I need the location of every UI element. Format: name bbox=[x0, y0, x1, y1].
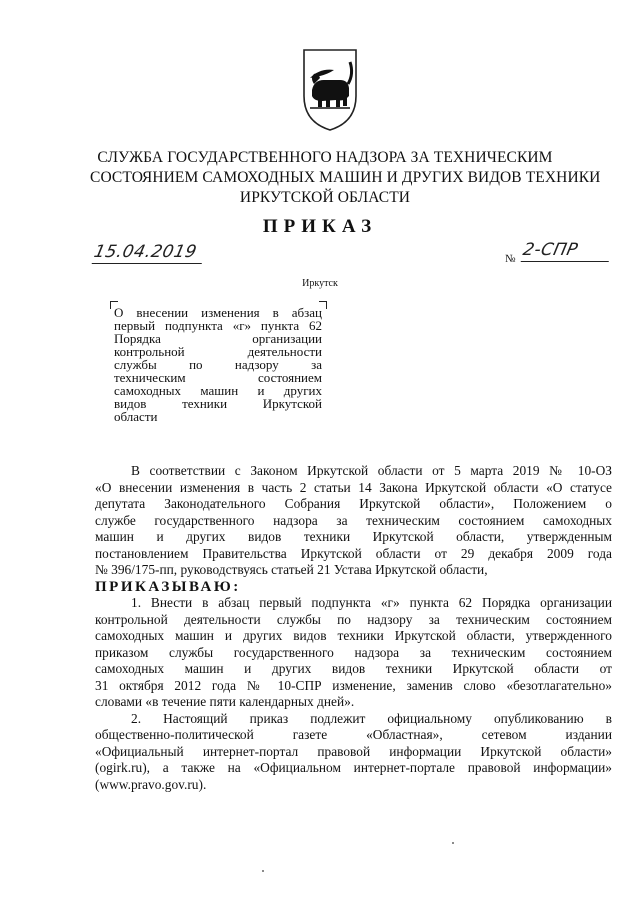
body-line: (www.pravo.gov.ru). bbox=[95, 776, 207, 792]
order-word: ПРИКАЗЫВАЮ: bbox=[95, 578, 241, 595]
document-city: Иркутск bbox=[302, 278, 338, 289]
body-line: постановлением Правительства Иркутской области от 29 декабря 2009 года bbox=[95, 545, 612, 561]
subject-line: видов техники Иркутской bbox=[114, 396, 322, 411]
body-line: службе государственного надзора за техническим состоянием самоходных bbox=[95, 512, 612, 528]
subject-line: контрольной деятельности bbox=[114, 344, 322, 359]
body-line: машин и других видов техники Иркутской области, утвержденным bbox=[95, 529, 612, 544]
irkutsk-coat-of-arms-icon bbox=[300, 44, 360, 134]
subject-line: области bbox=[114, 409, 158, 424]
scan-speck bbox=[262, 870, 264, 872]
body-line: депутата Законодательного Собрания Иркутской области», Положением о bbox=[95, 496, 612, 511]
org-title-line: ИРКУТСКОЙ ОБЛАСТИ bbox=[239, 189, 411, 206]
body-line: контрольной деятельности службы по надзору за техническим состоянием bbox=[95, 611, 612, 627]
body-line: словами «в течение пяти календарных дней». bbox=[95, 694, 355, 709]
org-title-line: СОСТОЯНИЕМ САМОХОДНЫХ МАШИН И ДРУГИХ ВИДОВ ТЕХНИКИ bbox=[90, 169, 601, 186]
subject-line: первый подпункта «г» пункта 62 bbox=[114, 318, 322, 333]
subject-line: самоходных машин и других bbox=[114, 383, 322, 398]
document-number-label: № bbox=[505, 253, 516, 265]
subject-line: техническим состоянием bbox=[114, 370, 322, 385]
subject-line: О внесении изменения в абзац bbox=[114, 305, 322, 320]
document-subject bbox=[114, 306, 322, 423]
body-line: № 396/175-пп, руководствуясь статьей 21 Устава Иркутской области, bbox=[95, 562, 488, 577]
document-date: 15.04.2019 bbox=[92, 242, 207, 264]
organization-title bbox=[90, 148, 601, 208]
body-line: «Официальный интернет-портал правовой информации Иркутской области» bbox=[95, 743, 612, 759]
document-body bbox=[95, 463, 612, 793]
document-number: 2-СПР bbox=[521, 240, 614, 262]
body-line: самоходных машин и других видов техники Иркутской области от bbox=[95, 661, 612, 676]
body-line: самоходных машин и других видов техники Иркутской области, утвержденного bbox=[95, 628, 612, 643]
body-line: В соответствии с Законом Иркутской области от 5 марта 2019 № 10-ОЗ bbox=[131, 463, 612, 478]
subject-line: Порядка организации bbox=[114, 331, 322, 346]
body-line: общественно-политической газете «Областная», сетевом издании bbox=[95, 727, 612, 742]
body-line: 2. Настоящий приказ подлежит официальному опубликованию в bbox=[131, 710, 612, 726]
item-2-paragraph bbox=[95, 711, 612, 794]
body-line: приказом службы государственного надзора за техническим состоянием bbox=[95, 644, 612, 660]
subject-line: службы по надзору за bbox=[114, 357, 322, 372]
document-type-heading: ПРИКАЗ bbox=[262, 216, 378, 237]
item-1-paragraph bbox=[95, 595, 612, 711]
body-line: (ogirk.ru), а также на «Официальном интернет-портале правовой информации» bbox=[95, 760, 612, 775]
body-line: «О внесении изменения в часть 2 статьи 14 Закона Иркутской области «О статусе bbox=[95, 479, 612, 495]
org-title-line: СЛУЖБА ГОСУДАРСТВЕННОГО НАДЗОРА ЗА ТЕХНИЧЕСКИМ bbox=[97, 149, 553, 166]
scan-speck bbox=[452, 842, 454, 844]
body-line: 31 октября 2012 года № 10-СПР изменение, заменив слово «безотлагательно» bbox=[95, 677, 612, 693]
preamble-paragraph bbox=[95, 463, 612, 579]
body-line: 1. Внести в абзац первый подпункта «г» пункта 62 Порядка организации bbox=[131, 595, 612, 610]
